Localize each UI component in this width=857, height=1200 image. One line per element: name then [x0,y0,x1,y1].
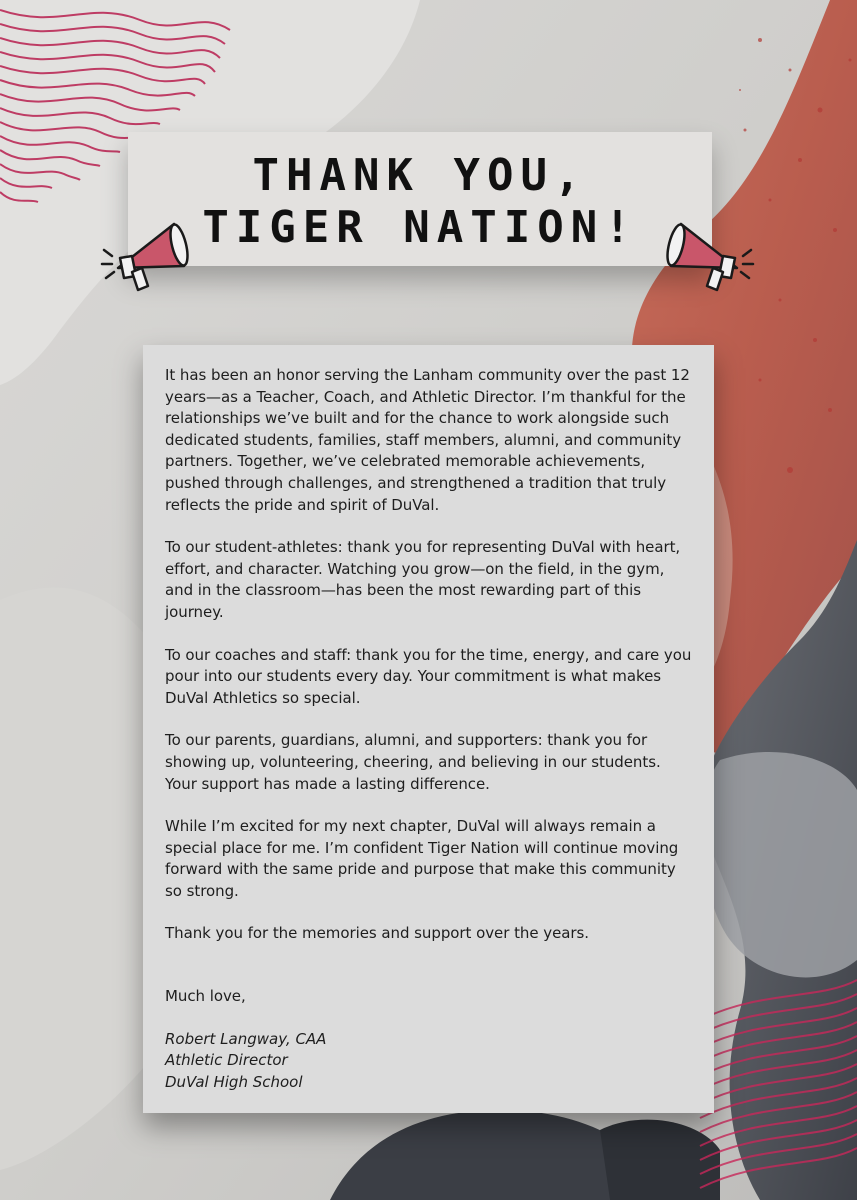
signature-name: Robert Langway, CAA [165,1029,327,1048]
letter-paragraph: It has been an honor serving the Lanham community over the past 12 years—as a Teacher, Coach, and Athletic Director. I’m thankful for the relationships we’ve built and for the chance to work alongside such dedicated students, families, staff members, alumni, and community partners. Together, we’ve celebrated memorable achievements, pushed through challenges, and strengthened a tradition that truly reflects the pride and spirit of DuVal. [165,366,690,514]
letter-paragraph: While I’m excited for my next chapter, DuVal will always remain a special place for me. I’m confident Tiger Nation will continue moving forward with the same pride and purpose that make this community so strong. [165,817,679,900]
letter-paragraph: To our parents, guardians, alumni, and supporters: thank you for showing up, volunteering, cheering, and believing in our students. Your support has made a lasting difference. [165,731,661,793]
signature-role: Athletic Director [165,1051,288,1070]
title-banner [128,132,712,266]
letter-card [143,345,714,1113]
signature-school: DuVal High School [165,1072,303,1091]
letter-closing: Much love, [165,987,246,1006]
title-line-1: THANK YOU, [252,150,588,201]
letter-paragraph: To our student-athletes: thank you for representing DuVal with heart, effort, and character. Watching you grow—on the field, in the gym, and in the classroom—has been the most rewarding part of this journey. [165,538,681,621]
megaphone-icon [98,206,198,296]
letter-paragraph: To our coaches and staff: thank you for the time, energy, and care you pour into our students every day. Your commitment is what makes DuVal Athletics so special. [165,645,692,707]
megaphone-icon [657,206,757,296]
letter-paragraph: Thank you for the memories and support over the years. [165,924,590,943]
signature-block [165,1029,694,1094]
title-line-2: TIGER NATION! [202,202,638,253]
